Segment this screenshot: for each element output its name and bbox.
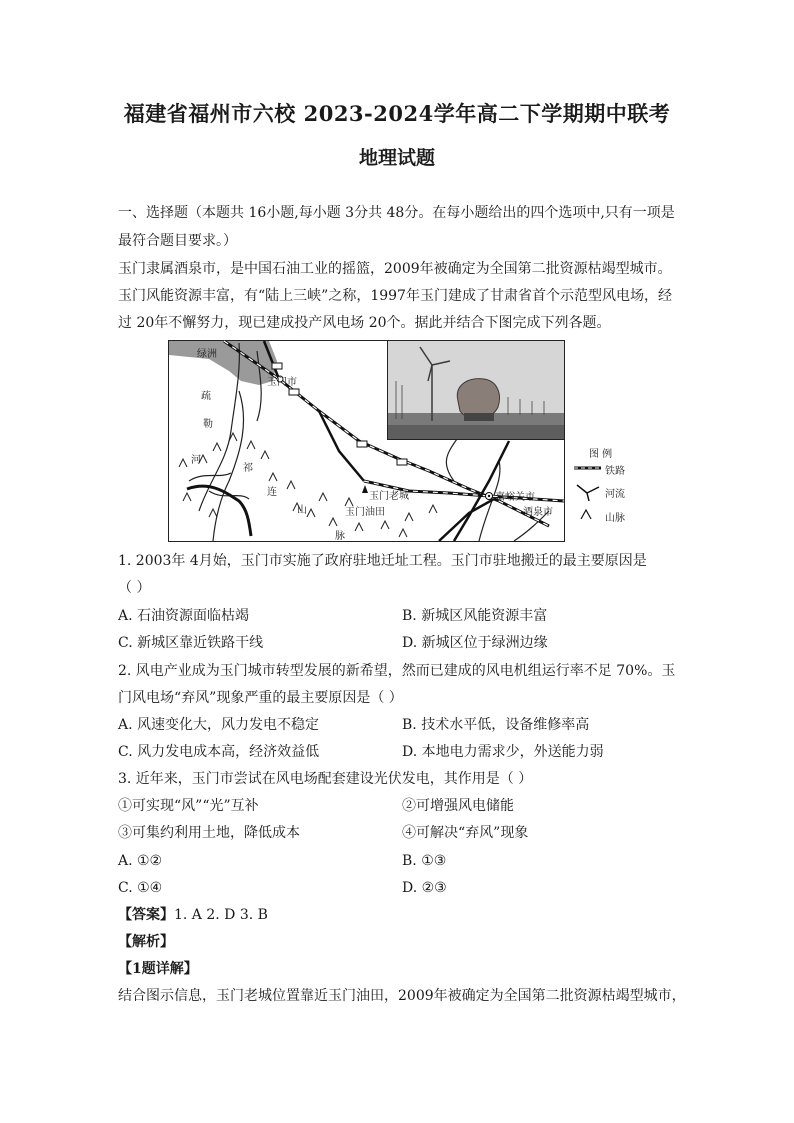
map-label-he: 河 [191,455,201,466]
sculpture [457,379,499,419]
answer-label: 【答案】 [118,907,174,923]
document-subtitle: 地理试题 [358,147,435,169]
question-3-option-b: B. ①③ [402,853,447,869]
section-heading-line2: 最符合题目要求。） [118,233,237,249]
old-city-marker [362,485,368,493]
mountain-symbols [179,433,437,537]
map-label-le: 勒 [203,419,213,430]
analysis-label: 【解析】 [118,934,174,950]
map-label-lian: 连 [267,487,277,498]
passage-line3: 过 20年不懈努力，现已建成投产风电场 20个。据此并结合下图完成下列各题。 [118,315,611,331]
question-1-stem-line1: 1. 2003年 4月始，玉门市实施了政府驻地迁址工程。玉门市驻地搬迁的最主要原因是 [118,553,647,569]
question-1-option-c: C. 新城区靠近铁路干线 [118,635,264,651]
question-1-stem-line2: （ ） [118,580,151,596]
map-label-shan: 山 [297,505,307,516]
map-label-jiayuguan: 嘉峪关市 [495,492,535,503]
map-label-yumen-city: 玉门市 [267,377,297,388]
analysis-sub-label: 【1题详解】 [118,961,198,977]
wind-farm-photo [387,341,564,440]
thick-river [187,486,251,536]
map-label-jiuquan: 酒泉市 [523,507,553,518]
question-1-option-b: B. 新城区风能资源丰富 [402,608,548,624]
question-3-item-4: ④可解决“弃风”现象 [402,825,529,841]
question-2-option-a: A. 风速变化大，风力发电不稳定 [118,717,320,733]
passage-line2: 玉门风能资源丰富，有“陆上三峡”之称，1997年玉门建成了甘肃省首个示范型风电场，经 [118,288,672,304]
map-label-oasis: 绿洲 [197,349,217,360]
wind-farm-photo-drawing [388,341,564,439]
question-2-stem-line1: 2. 风电产业成为玉门城市转型发展的新希望，然而已建成的风电机组运行率不足 70%。玉 [118,663,676,679]
map-figure [168,340,625,542]
question-3-option-d: D. ②③ [402,880,447,896]
passage-line1: 玉门隶属酒泉市，是中国石油工业的摇篮，2009年被确定为全国第二批资源枯竭型城市。 [118,261,672,277]
question-2-stem-line2: 门风电场“弃风”现象严重的最主要原因是（ ） [118,690,403,706]
map-label-qi: 祁 [243,463,253,474]
legend-railway-label: 铁路 [605,466,625,477]
question-3-item-1: ①可实现“风”“光”互补 [118,798,259,814]
section-heading-line1: 一、选择题（本题共 16小题,每小题 3分共 48分。在每小题给出的四个选项中,只有一项是 [118,205,675,221]
map-label-oilfield: 玉门油田 [345,507,385,518]
question-2-option-d: D. 本地电力需求少，外送能力弱 [402,744,604,760]
legend-symbols [574,468,601,519]
answer-text: 1. A 2. D 3. B [174,907,268,923]
legend-mountain-label: 山脉 [605,513,625,524]
question-3-item-3: ③可集约利用土地，降低成本 [118,825,300,841]
question-3-option-a: A. ①② [118,853,163,869]
map-label-old-city: 玉门老城 [369,491,409,502]
question-3-item-2: ②可增强风电储能 [402,798,514,814]
answer-line [118,905,268,925]
legend-river-label: 河流 [605,489,625,500]
map-label-mai: 脉 [335,531,345,542]
document-title: 福建省福州市六校 2023-2024学年高二下学期期中联考 [123,101,671,126]
question-1-option-a: A. 石油资源面临枯竭 [118,608,250,624]
river-icon [577,485,599,501]
mountain-icon [581,510,591,519]
question-2-option-b: B. 技术水平低，设备维修率高 [402,717,590,733]
question-1-option-d: D. 新城区位于绿洲边缘 [402,635,548,651]
question-2-option-c: C. 风力发电成本高，经济效益低 [118,744,320,760]
map-label-shu: 疏 [201,391,211,402]
question-3-option-c: C. ①④ [118,880,163,896]
analysis-text: 结合图示信息，玉门老城位置靠近玉门油田，2009年被确定为全国第二批资源枯竭型城市， [118,988,686,1004]
question-3-stem: 3. 近年来，玉门市尝试在风电场配套建设光伏发电，其作用是（ ） [118,771,533,787]
legend-title: 图 例 [589,449,613,460]
